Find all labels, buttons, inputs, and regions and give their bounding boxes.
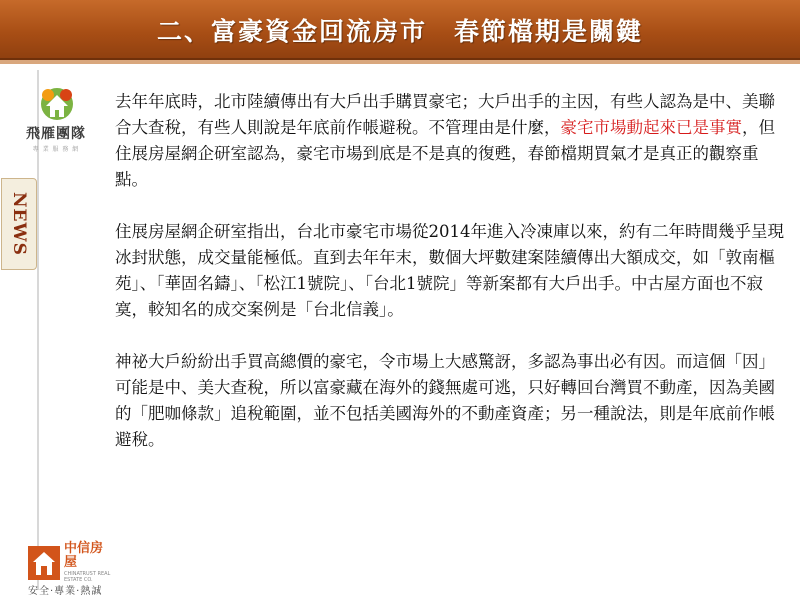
slide-title: 二、富豪資金回流房市 春節檔期是關鍵: [156, 17, 643, 46]
team-logo-name: 飛雁團隊: [26, 126, 86, 142]
paragraph-1: [115, 89, 785, 193]
paragraph-1-tail: ，但住展房屋網企研室認為，豪宅市場到底是不是真的復甦，春節檔期買氣才是真正的觀察重點。: [115, 118, 775, 189]
house-emblem-icon: [36, 84, 78, 122]
company-logo-slogan: 安全·專業·熱誠: [28, 586, 103, 597]
news-label: NEWS: [9, 192, 29, 256]
highlighted-phrase: 豪宅市場動起來已是事實: [560, 118, 742, 137]
article-body: [115, 89, 785, 479]
paragraph-2: 住展房屋網企研室指出，台北市豪宅市場從2014年進入冷凍庫以來，約有二年時間幾乎呈現冰封狀態，成交量能極低。直到去年年末，數個大坪數建案陸續傳出大額成交，如「敦南樞苑」、「華固名鑄」、「松江1號院」、「台北1號院」等新案都有大戶出手。中古屋方面也不寂寞，較知名的成交案例是「台北信義」。: [115, 222, 784, 319]
team-logo-slogan: 專 業 服 務 網: [32, 146, 80, 153]
company-logo-name: 中信房屋: [64, 541, 104, 570]
title-underline: [0, 60, 800, 64]
paragraph-1-text: 去年年底時，北市陸續傳出有大戶出手購買豪宅；大戶出手的主因，有些人認為是中、美聯合大查稅，有些人則說是年底前作帳避稅。不管理由是什麼，: [115, 92, 775, 137]
title-bar: [0, 0, 800, 60]
company-logo-english: CHINATRUST REAL ESTATE CO.: [64, 571, 111, 583]
news-tab: [1, 178, 37, 270]
chinatrust-house-icon: [28, 546, 60, 580]
company-logo: [28, 542, 118, 596]
paragraph-3: 神祕大戶紛紛出手買高總價的豪宅，令市場上大感驚訝，多認為事出必有因。而這個「因」可能是中、美大查稅，所以富豪藏在海外的錢無處可逃，只好轉回台灣買不動產，因為美國的「肥咖條款」追稅範圍，並不包括美國海外的不動產資產；另一種說法，則是年底前作帳避稅。: [115, 352, 775, 449]
team-logo: [6, 84, 106, 158]
